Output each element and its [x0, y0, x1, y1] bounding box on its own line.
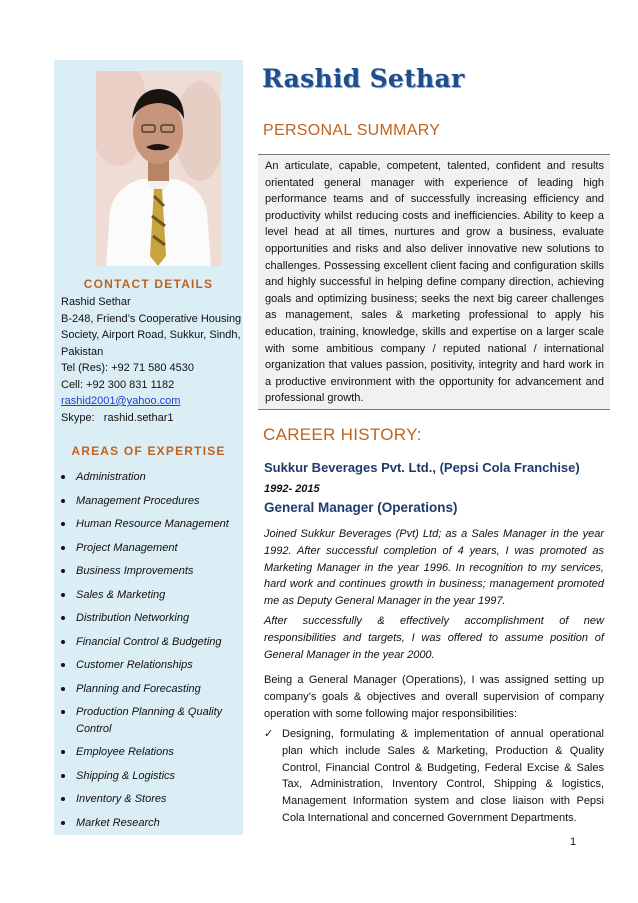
responsibility-bullet: [264, 726, 604, 827]
career-paragraph-1: Joined Sukkur Beverages (Pvt) Ltd; as a Sales Manager in the year 1992. After successful completion of 4 years, I was promoted as Marketing Manager in the year 1996. In recognition to my services, hard work and continues growth in business; management promoted me as Deputy General Manager in the year 1997.: [264, 528, 604, 608]
expertise-item: Shipping & Logistics: [58, 768, 240, 785]
check-mark-icon: ✓: [264, 728, 274, 740]
employment-years: 1992- 2015: [264, 483, 320, 495]
expertise-item: Management Procedures: [58, 493, 240, 510]
career-paragraph-2: After successfully & effectively accomplishment of new responsibilities and targets, I was offered to assume position of General Manager in the year 2000.: [264, 615, 604, 661]
contact-details: [61, 294, 241, 426]
contact-address-line-3: Pakistan: [61, 345, 104, 358]
expertise-item: Sales & Marketing: [58, 587, 240, 604]
expertise-item: Inventory & Stores: [58, 791, 240, 808]
job-title: General Manager (Operations): [264, 500, 458, 515]
expertise-item: Production Planning & Quality Control: [58, 704, 240, 737]
expertise-item: Project Management: [58, 540, 240, 557]
career-history-heading: CAREER HISTORY:: [263, 425, 422, 444]
expertise-item: Financial Control & Budgeting: [58, 634, 240, 651]
expertise-item: Human Resource Management: [58, 516, 240, 533]
expertise-item: Administration: [58, 469, 240, 486]
expertise-item: Planning and Forecasting: [58, 681, 240, 698]
contact-skype: Skype: rashid.sethar1: [61, 411, 174, 424]
company-name: Sukkur Beverages Pvt. Ltd., (Pepsi Cola Franchise): [264, 460, 580, 475]
contact-address-line-1: B-248, Friend’s Cooperative Housing: [61, 312, 242, 325]
expertise-list: [58, 469, 240, 838]
career-paragraph-3: Being a General Manager (Operations), I was assigned setting up company’s goals & objectives and overall supervision of company operation with some following major responsibilities:: [264, 674, 604, 720]
contact-cell: Cell: +92 300 831 1182: [61, 378, 175, 391]
contact-address-line-2: Society, Airport Road, Sukkur, Sindh,: [61, 329, 241, 341]
expertise-item: Distribution Networking: [58, 610, 240, 627]
contact-email-link[interactable]: rashid2001@yahoo.com: [61, 395, 181, 407]
areas-of-expertise-heading: AREAS OF EXPERTISE: [71, 444, 226, 458]
expertise-item: Business Improvements: [58, 563, 240, 580]
profile-photo-image: [96, 71, 221, 266]
candidate-name: Rashid Sethar: [262, 64, 465, 93]
expertise-item: Market Research: [58, 815, 240, 832]
personal-summary-heading: PERSONAL SUMMARY: [263, 122, 441, 139]
profile-photo: [96, 71, 221, 266]
responsibility-text: Designing, formulating & implementation of annual operational plan which include Sales & Marketing, Production & Quality Control, Financial Control & Budgeting, Federal Excise & Sales Tax, Administration, Inventory Control, Shipping & logistics, Management Information system and close liaison with Pepsi Cola International and concerned Government Departments.: [282, 728, 604, 824]
page-number: 1: [570, 836, 577, 848]
personal-summary-text: An articulate, capable, competent, talented, confident and results orientated general manager with experience of leading high performance teams and of successfully increasing efficiency and productivity whilst reducing costs and inefficiencies. Ability to keep a level head at all times, nurtures and grow a business, evaluate opportunities and risks and also deliver innovative new solutions to challenges. Possessing excellent client facing and configuration skills and highly successful in helping define company direction, achieving goals and optimizing business; seeks the next big career challenges as management, sales & marketing professional to apply his education, training, knowledge, skills and expertise on a larger scale with some ambitious company / reputed national / international organization that values passion, positivity, integrity and hard work in a productive environment with the opportunity for advancement and professional growth.: [265, 160, 604, 405]
expertise-item: Customer Relationships: [58, 657, 240, 674]
contact-tel: Tel (Res): +92 71 580 4530: [61, 362, 195, 374]
contact-details-heading: CONTACT DETAILS: [83, 277, 214, 291]
contact-name: Rashid Sethar: [61, 296, 131, 308]
expertise-item: Employee Relations: [58, 744, 240, 761]
